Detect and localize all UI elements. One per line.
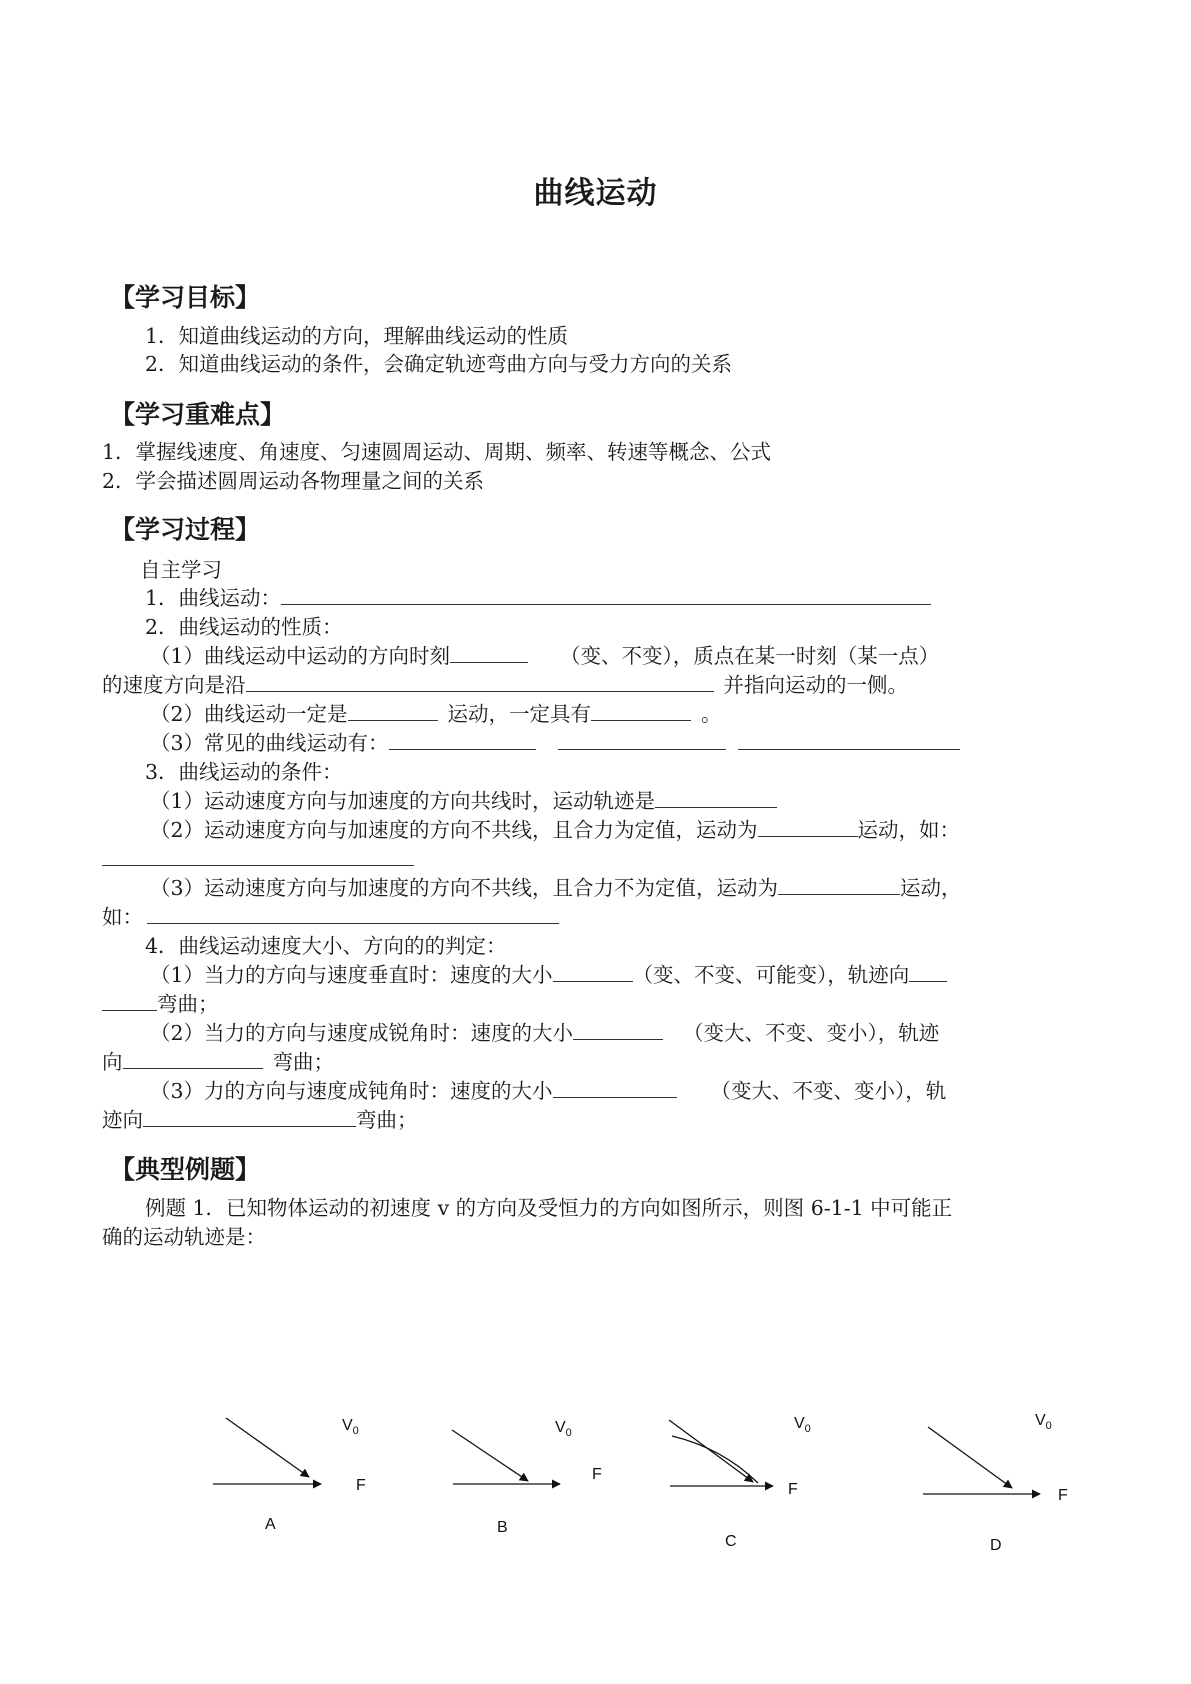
question-text: 弯曲； (272, 1050, 334, 1074)
question-text: （2）当力的方向与速度成锐角时：速度的大小 (150, 1021, 574, 1045)
option-label: C (725, 1533, 737, 1550)
question-text: 运动， (900, 876, 962, 900)
velocity-arrow (669, 1420, 753, 1482)
force-label: F (592, 1466, 602, 1483)
question-text: 弯曲； (157, 992, 219, 1016)
example-1-text-cont: 确的运动轨迹是： (102, 1225, 266, 1249)
velocity-arrow (226, 1418, 309, 1477)
question-text: 如： (102, 905, 143, 929)
section-heading-process: 【学习过程】 (110, 515, 261, 544)
option-c-diagram (669, 1415, 811, 1550)
question-text: 的速度方向是沿 (102, 673, 246, 697)
section-heading-objectives: 【学习目标】 (110, 283, 261, 312)
question-text: （变、不变），质点在某一时刻（某一点） (560, 644, 940, 668)
force-label: F (356, 1477, 366, 1494)
objective-item: 1．知道曲线运动的方向，理解曲线运动的性质 (145, 324, 569, 348)
question-text: （2）曲线运动一定是 (150, 702, 348, 726)
velocity-label: $V_0$ (1035, 1412, 1052, 1432)
question-text: （变大、不变、变小），轨 (710, 1079, 947, 1103)
question-text: （3）力的方向与速度成钝角时：速度的大小 (150, 1079, 553, 1103)
self-study-label: 自主学习 (140, 558, 222, 582)
velocity-label: $V_0$ (555, 1419, 572, 1439)
option-d-diagram (923, 1412, 1068, 1554)
question-text: 运动，一定具有 (447, 702, 592, 726)
question-text: 运动，如： (857, 818, 961, 842)
question-text: 迹向 (102, 1108, 143, 1132)
question-text: （3）常见的曲线运动有： (150, 731, 389, 755)
section-heading-examples: 【典型例题】 (110, 1155, 261, 1184)
option-label: B (497, 1519, 508, 1536)
page-title: 曲线运动 (533, 176, 658, 211)
question-text: （1）运动速度方向与加速度的方向共线时，运动轨迹是 (150, 789, 656, 813)
option-label: A (265, 1516, 276, 1533)
question-1-label: 1．曲线运动： (145, 586, 282, 610)
force-label: F (1058, 1487, 1068, 1504)
option-label: D (990, 1537, 1002, 1554)
velocity-arrow (928, 1427, 1012, 1488)
force-label: F (788, 1481, 798, 1498)
section-heading-key-points: 【学习重难点】 (110, 400, 286, 429)
key-point-item: 2．学会描述圆周运动各物理量之间的关系 (102, 469, 485, 493)
question-text: （2）运动速度方向与加速度的方向不共线，且合力为定值，运动为 (150, 818, 758, 842)
question-text: （1）当力的方向与速度垂直时：速度的大小 (150, 963, 553, 987)
option-a-diagram (213, 1417, 366, 1533)
question-text: 并指向运动的一侧。 (723, 673, 908, 697)
question-text: （变、不变、可能变），轨迹向 (632, 963, 910, 987)
option-b-diagram (452, 1419, 602, 1536)
question-4: 4．曲线运动速度大小、方向的的判定： (145, 934, 507, 958)
velocity-label: $V_0$ (794, 1415, 811, 1435)
question-text: （1）曲线运动中运动的方向时刻 (150, 644, 451, 668)
question-3: 3．曲线运动的条件： (145, 760, 343, 784)
key-point-item: 1．掌握线速度、角速度、匀速圆周运动、周期、频率、转速等概念、公式 (102, 440, 772, 464)
question-text: 弯曲； (356, 1108, 418, 1132)
question-text: 向 (102, 1050, 123, 1074)
velocity-arrow (452, 1430, 528, 1481)
question-2: 2．曲线运动的性质： (145, 615, 343, 639)
objective-item: 2．知道曲线运动的条件，会确定轨迹弯曲方向与受力方向的关系 (145, 352, 733, 376)
question-text: 。 (701, 702, 722, 726)
velocity-label: $V_0$ (342, 1417, 359, 1437)
question-text: （变大、不变、变小），轨迹 (683, 1021, 940, 1045)
question-text: （3）运动速度方向与加速度的方向不共线，且合力不为定值，运动为 (150, 876, 779, 900)
example-1-text: 例题 1．已知物体运动的初速度 v 的方向及受恒力的方向如图所示，则图 6-1-1 中可能正 (145, 1196, 953, 1220)
